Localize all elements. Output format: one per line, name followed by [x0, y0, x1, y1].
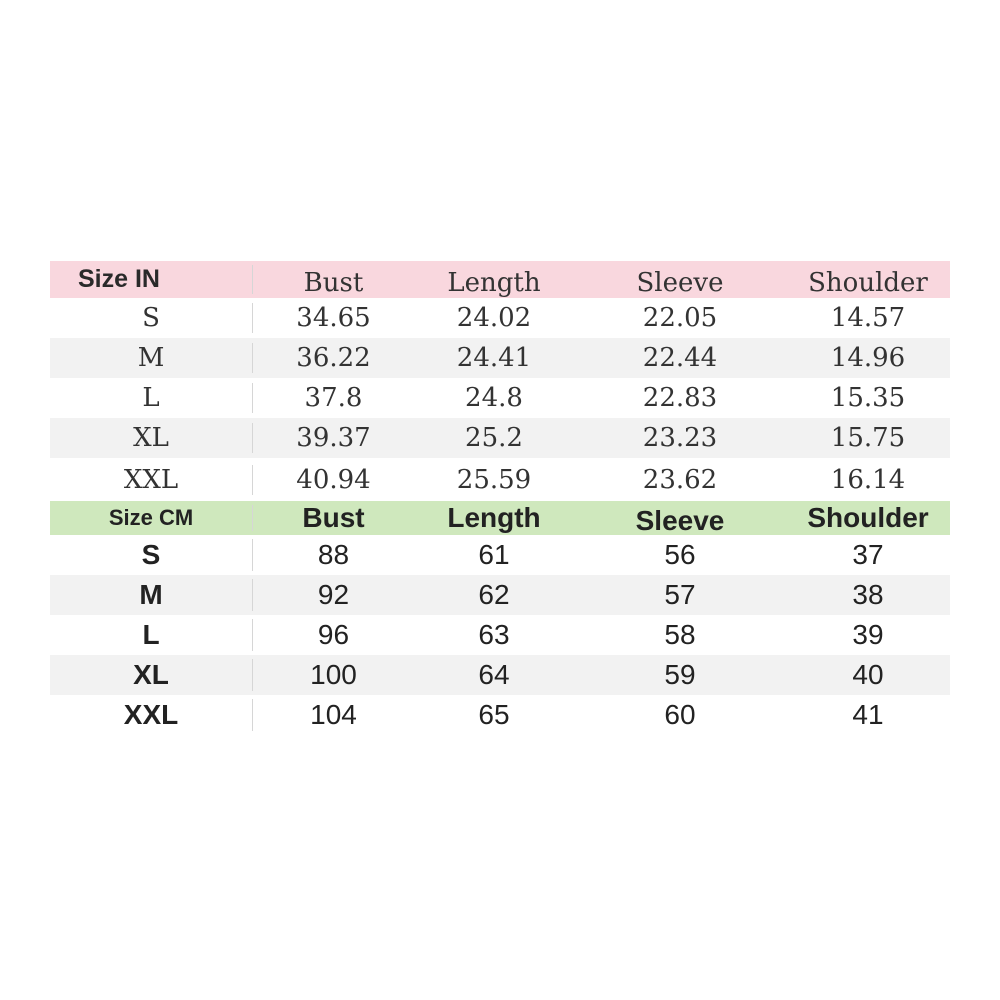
inch-sleeve-cell: 22.05	[642, 303, 718, 333]
cm-row-m	[50, 575, 950, 615]
size-chart	[50, 261, 950, 735]
inch-header-length: Length	[447, 267, 541, 298]
cm-length-cell: 62	[478, 579, 510, 610]
cm-header-sleeve: Sleeve	[635, 505, 725, 536]
inch-bust-cell: 34.65	[296, 303, 371, 333]
inch-shoulder-cell: 16.14	[830, 464, 906, 495]
cm-row-xxl	[50, 695, 950, 735]
cm-shoulder-cell: 39	[852, 619, 884, 650]
inch-row-s	[50, 298, 950, 338]
cm-length-cell: 63	[478, 619, 510, 650]
inch-sleeve-cell: 23.23	[642, 423, 718, 453]
cm-sleeve-cell: 59	[664, 659, 696, 690]
cm-bust-cell: 96	[317, 619, 350, 650]
cm-header-row	[50, 501, 950, 535]
cm-length-cell: 65	[478, 699, 510, 730]
cm-shoulder-cell: 40	[852, 659, 884, 690]
inch-row-m	[50, 338, 950, 378]
inch-shoulder-cell: 14.57	[830, 303, 906, 333]
inch-size-cell: XXL	[50, 465, 253, 495]
cm-header-length: Length	[447, 502, 541, 533]
cm-sleeve-cell: 56	[664, 539, 696, 570]
cm-bust-cell: 88	[317, 539, 350, 570]
cm-sleeve-cell: 58	[664, 619, 696, 650]
inch-size-cell: M	[50, 343, 253, 373]
inch-size-cell: XL	[50, 423, 253, 453]
cm-size-cell: S	[50, 539, 253, 571]
cm-row-xl	[50, 655, 950, 695]
cm-size-cell: XL	[50, 659, 253, 691]
inch-size-cell: L	[50, 383, 253, 413]
cm-size-cell: M	[50, 579, 253, 611]
cm-row-l	[50, 615, 950, 655]
inch-size-cell: S	[50, 303, 253, 333]
inch-header-size: Size IN	[50, 265, 253, 294]
cm-bust-cell: 104	[310, 699, 357, 730]
inch-row-xl	[50, 418, 950, 458]
inch-length-cell: 25.2	[465, 423, 523, 453]
inch-sleeve-cell: 22.83	[642, 383, 718, 413]
cm-row-s	[50, 535, 950, 575]
cm-bust-cell: 100	[310, 659, 357, 690]
inch-bust-cell: 40.94	[296, 464, 371, 495]
inch-header-shoulder: Shoulder	[808, 267, 928, 298]
inch-bust-cell: 37.8	[304, 383, 363, 413]
cm-length-cell: 64	[478, 659, 510, 690]
inch-row-l	[50, 378, 950, 418]
cm-size-cell: L	[50, 619, 253, 651]
cm-header-bust: Bust	[302, 502, 365, 533]
cm-size-cell: XXL	[50, 699, 253, 731]
inch-row-xxl	[50, 458, 950, 501]
cm-header-size: Size CM	[50, 505, 253, 531]
cm-shoulder-cell: 37	[852, 539, 884, 570]
inch-bust-cell: 39.37	[296, 423, 371, 453]
inch-length-cell: 24.41	[456, 343, 532, 373]
inch-shoulder-cell: 15.75	[830, 423, 906, 453]
inch-bust-cell: 36.22	[296, 343, 371, 373]
cm-length-cell: 61	[478, 539, 510, 570]
inch-header-row	[50, 261, 950, 298]
inch-length-cell: 25.59	[456, 464, 532, 495]
inch-length-cell: 24.8	[465, 383, 523, 413]
inch-header-sleeve: Sleeve	[636, 267, 724, 298]
inch-shoulder-cell: 15.35	[830, 383, 906, 413]
inch-sleeve-cell: 22.44	[642, 343, 718, 373]
inch-shoulder-cell: 14.96	[830, 343, 906, 373]
inch-sleeve-cell: 23.62	[642, 464, 718, 495]
inch-header-bust: Bust	[303, 267, 364, 298]
cm-header-shoulder: Shoulder	[807, 502, 929, 533]
inch-length-cell: 24.02	[456, 303, 532, 333]
cm-sleeve-cell: 57	[664, 579, 696, 610]
cm-sleeve-cell: 60	[664, 699, 696, 730]
cm-bust-cell: 92	[317, 579, 350, 610]
cm-shoulder-cell: 41	[852, 699, 884, 730]
cm-shoulder-cell: 38	[852, 579, 884, 610]
